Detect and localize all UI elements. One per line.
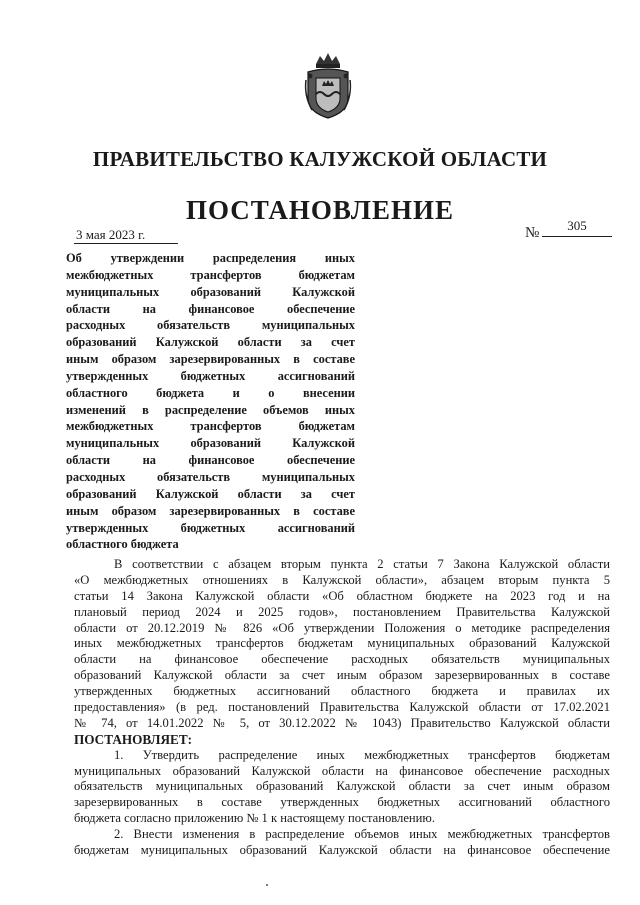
resolves-heading: ПОСТАНОВЛЯЕТ:	[74, 731, 193, 747]
body-line: «О межбюджетных отношениях в Калужской области», абзацем вторым пункта 5	[74, 572, 610, 587]
subject-line: расходных обязательств муниципальных	[66, 318, 355, 333]
body-line: зарезервированных в составе утвержденных бюджетных ассигнований областного	[74, 795, 610, 810]
subject-line: изменений в распределение объемов иных	[66, 402, 355, 417]
subject-line: расходных обязательств муниципальных	[66, 469, 355, 484]
body-line: утвержденных бюджетных ассигнований областного бюджета и правилах их	[74, 684, 610, 699]
body-line: статьи 14 Закона Калужской области «Об областном бюджете на 2023 год и на	[74, 588, 610, 603]
document-number: 305	[542, 218, 612, 237]
body-line: области на финансовое обеспечение расходных обязательств муниципальных	[74, 652, 610, 667]
document-subject	[66, 250, 355, 553]
subject-line: Об утверждении распределения иных	[66, 251, 355, 265]
body-line: иных межбюджетных трансфертов бюджетам муниципальных образований Калужской	[74, 636, 610, 651]
subject-line: образований Калужской области за счет	[66, 335, 355, 350]
subject-line: областного бюджета	[66, 537, 179, 552]
coat-of-arms-emblem	[302, 50, 354, 122]
body-line: бюджетам муниципальных образований Калужской области на финансовое обеспечение	[74, 843, 610, 858]
body-line: обязательств муниципальных образований Калужской области за счет иным образом	[74, 779, 610, 794]
body-line: бюджета согласно приложению № 1 к настоящему постановлению.	[74, 811, 435, 826]
document-body	[74, 557, 610, 859]
subject-line: области на финансовое обеспечение	[66, 453, 355, 468]
subject-line: иным образом зарезервированных в составе	[66, 503, 355, 518]
body-line: образований Калужской области за счет иным образом зарезервированных в составе	[74, 668, 610, 683]
page-speck	[266, 884, 268, 886]
subject-line: иным образом зарезервированных в составе	[66, 352, 355, 367]
subject-line: муниципальных образований Калужской	[66, 436, 355, 451]
body-line: предоставления» (в ред. постановлений Правительства Калужской области от 17.02.2021	[74, 700, 610, 715]
subject-line: области на финансовое обеспечение	[66, 301, 355, 316]
subject-line: утвержденных бюджетных ассигнований	[66, 368, 355, 383]
government-title: ПРАВИТЕЛЬСТВО КАЛУЖСКОЙ ОБЛАСТИ	[92, 147, 548, 171]
subject-line: утвержденных бюджетных ассигнований	[66, 520, 355, 535]
body-line: 1. Утвердить распределение иных межбюджетных трансфертов бюджетам	[114, 747, 610, 762]
document-type: ПОСТАНОВЛЕНИЕ	[185, 195, 455, 225]
number-label: №	[525, 225, 540, 241]
body-line: № 74, от 14.01.2022 № 5, от 30.12.2022 № 1043) Правительство Калужской области	[74, 715, 610, 730]
body-line: плановый период 2024 и 2025 годов», постановлением Правительства Калужской	[74, 604, 610, 619]
subject-line: межбюджетных трансфертов бюджетам	[66, 267, 355, 282]
subject-line: муниципальных образований Калужской	[66, 284, 355, 299]
body-line: области от 20.12.2019 № 826 «Об утверждении Положения о методике распределения	[74, 620, 610, 635]
body-line: В соответствии с абзацем вторым пункта 2 статьи 7 Закона Калужской области	[114, 557, 610, 571]
body-line: муниципальных образований Калужской области на финансовое обеспечение расходных	[74, 763, 610, 778]
body-line: 2. Внести изменения в распределение объемов иных межбюджетных трансфертов	[114, 827, 610, 842]
document-date: 3 мая 2023 г.	[74, 227, 178, 244]
subject-line: образований Калужской области за счет	[66, 486, 355, 501]
subject-line: областного бюджета и о внесении	[66, 385, 355, 400]
subject-line: межбюджетных трансфертов бюджетам	[66, 419, 355, 434]
